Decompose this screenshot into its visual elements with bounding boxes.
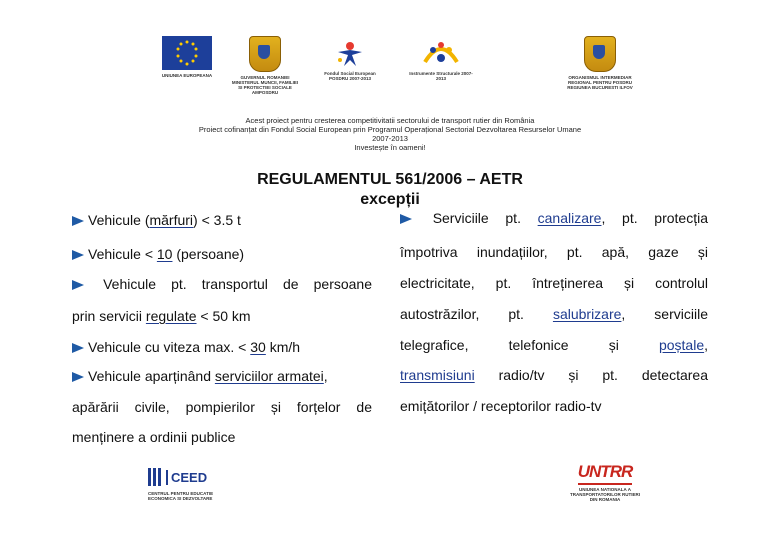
link-canalizare[interactable]: canalizare bbox=[537, 210, 602, 226]
structural-logo bbox=[405, 36, 477, 81]
arrow-bullet-icon bbox=[72, 216, 84, 226]
oi-caption: ORGANISMUL INTERMEDIAR REGIONAL PENTRU POSDRU REGIUNEA BUCURESTI ILFOV bbox=[567, 75, 633, 90]
ministry-caption: GUVERNUL ROMANIEI MINISTERUL MUNCII, FAMILIEI SI PROTECTIEI SOCIALE AMPOSDRU bbox=[231, 75, 299, 95]
untrr-caption: UNIUNEA NATIONALA A TRANSPORTATORILOR RUTIERI DIN ROMANIA bbox=[570, 487, 640, 502]
list-item-continuation: menținere a ordinii publice bbox=[72, 429, 236, 445]
header-line4: Investește în oameni! bbox=[354, 143, 426, 152]
link-30[interactable]: 30 bbox=[250, 339, 266, 355]
header-line2: Proiect cofinanțat din Fondul Social European prin Programul Operațional Sectorial Dezvoltarea Resurselor Umane bbox=[198, 125, 582, 134]
structural-caption: Instrumente Structurale 2007-2013 bbox=[409, 71, 473, 81]
arrow-bullet-icon bbox=[72, 372, 84, 382]
arrow-bullet-icon bbox=[72, 280, 84, 290]
link-marfuri[interactable]: mărfuri bbox=[149, 212, 194, 228]
ceed-caption: CENTRUL PENTRU EDUCATIE ECONOMICA SI DEZVOLTARE bbox=[148, 491, 214, 501]
right-line: transmisiuni radio/tv și pt. detectarea bbox=[400, 367, 708, 383]
list-item: Vehicule < 10 (persoane) bbox=[72, 245, 244, 263]
untrr-logo bbox=[570, 462, 640, 502]
eu-caption: UNIUNEA EUROPEANA bbox=[161, 73, 213, 78]
right-line: emițătorilor / receptorilor radio-tv bbox=[400, 398, 602, 414]
list-item-continuation: prin servicii regulate < 50 km bbox=[72, 308, 251, 324]
ceed-logo bbox=[148, 466, 228, 501]
ceed-name: CEED bbox=[166, 470, 207, 485]
right-line: electricitate, pt. întreținerea și controlul bbox=[400, 275, 708, 291]
right-line: Serviciile pt. canalizare, pt. protecția bbox=[400, 209, 708, 227]
eu-logo bbox=[152, 36, 222, 78]
project-header bbox=[150, 116, 630, 152]
fse-logo bbox=[318, 38, 382, 81]
header-line3: 2007-2013 bbox=[372, 134, 408, 143]
ceed-stripes-icon bbox=[148, 466, 162, 488]
untrr-divider bbox=[578, 483, 632, 485]
link-postale[interactable]: poștale bbox=[658, 337, 705, 353]
fse-caption: Fondul Social European POSDRU 2007-2013 bbox=[324, 71, 376, 81]
list-item: Vehicule pt. transportul de persoane bbox=[72, 275, 372, 293]
title-line1: REGULAMENTUL 561/2006 – AETR bbox=[257, 171, 523, 188]
arrow-bullet-icon bbox=[72, 343, 84, 353]
right-line: autostrăzilor, pt. salubrizare, serviciile bbox=[400, 306, 708, 322]
untrr-name: UNTRR bbox=[577, 462, 633, 481]
list-item: Vehicule aparținând serviciilor armatei, bbox=[72, 367, 328, 385]
title-line2: excepții bbox=[360, 191, 420, 208]
ministry-logo bbox=[230, 36, 300, 95]
romania-crest-icon bbox=[584, 36, 616, 72]
right-line: împotriva inundațiilor, pt. apă, gaze și bbox=[400, 244, 708, 260]
list-item-continuation: apărării civile, pompierilor și forțelor de bbox=[72, 399, 372, 415]
header-line1: Acest proiect pentru cresterea competitivitatii sectorului de transport rutier din România bbox=[245, 116, 535, 125]
romania-crest-icon bbox=[249, 36, 281, 72]
oi-logo bbox=[560, 36, 640, 90]
link-serviciilor-armatei[interactable]: serviciilor armatei bbox=[214, 368, 324, 384]
link-transmisiuni[interactable]: transmisiuni bbox=[400, 367, 475, 383]
right-line: telegrafice, telefonice și poștale, bbox=[400, 337, 709, 353]
link-10[interactable]: 10 bbox=[156, 246, 173, 262]
eu-flag-icon bbox=[162, 36, 212, 70]
structural-stars-icon bbox=[421, 36, 461, 70]
list-item: Vehicule (mărfuri) < 3.5 t bbox=[72, 211, 241, 229]
arrow-bullet-icon bbox=[400, 214, 412, 224]
page-title bbox=[180, 170, 600, 210]
arrow-bullet-icon bbox=[72, 250, 84, 260]
link-regulate[interactable]: regulate bbox=[145, 308, 197, 324]
list-item: Vehicule cu viteza max. < 30 km/h bbox=[72, 338, 300, 356]
fse-figure-icon bbox=[330, 38, 370, 68]
link-salubrizare[interactable]: salubrizare bbox=[552, 306, 622, 322]
